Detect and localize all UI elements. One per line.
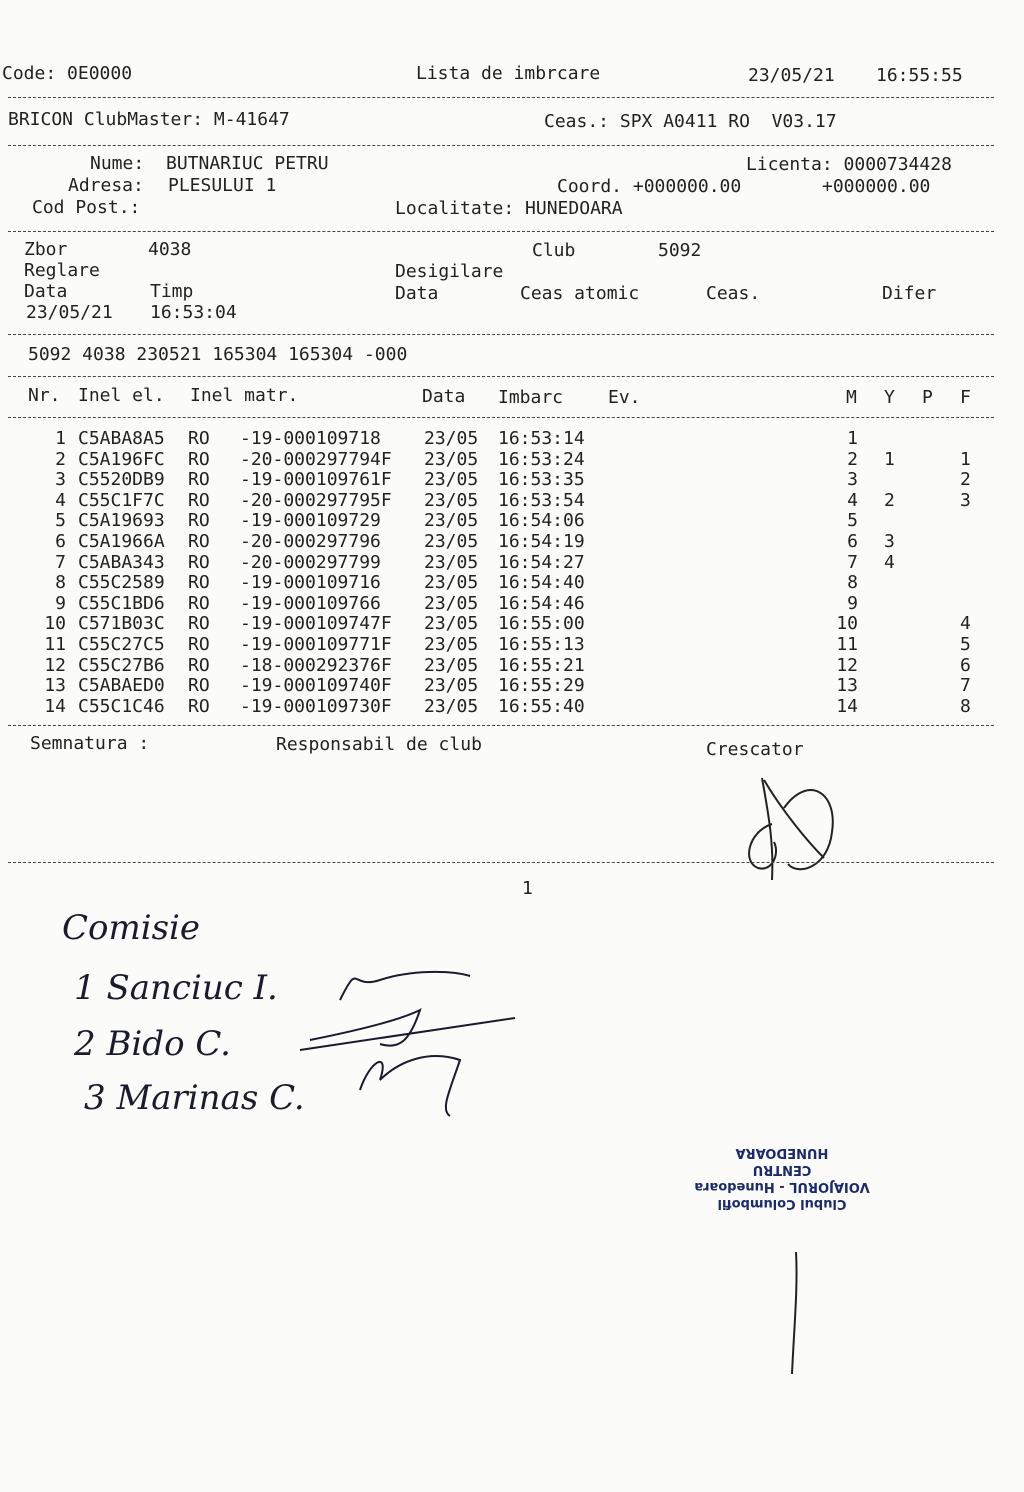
data-label-2: Data — [395, 283, 439, 304]
cell-nr: 12 — [44, 654, 66, 676]
col-f: F — [960, 387, 971, 408]
club-label: Club — [532, 240, 576, 261]
stamp-line-2: VOIAJORUL - Hunedoara — [694, 1179, 870, 1194]
cell-nr: 7 — [55, 551, 66, 573]
adresa-label: Adresa: — [68, 175, 144, 196]
club-stamp — [672, 1144, 892, 1212]
cell-f: 2 — [960, 469, 971, 491]
cell-matr: -19-000109747F — [240, 613, 392, 635]
cell-y: 4 — [884, 551, 895, 573]
cell-y: 1 — [884, 448, 895, 470]
divider — [8, 417, 994, 418]
cell-m: 13 — [836, 675, 858, 697]
reglare-time: 16:53:04 — [150, 302, 237, 323]
divider — [8, 231, 994, 232]
cell-f: 1 — [960, 448, 971, 470]
cell-el: C5A1966A — [78, 531, 165, 552]
cell-m: 6 — [847, 531, 858, 552]
col-imbarc: Imbarc — [498, 387, 564, 408]
cell-el: C55C1BD6 — [78, 592, 165, 614]
cell-f: 8 — [960, 695, 971, 717]
coord2: +000000.00 — [822, 176, 931, 197]
cell-nr: 2 — [55, 448, 66, 470]
table-row — [0, 696, 1024, 717]
reglare-date: 23/05/21 — [26, 302, 113, 323]
col-m: M — [846, 387, 857, 408]
cell-m: 8 — [847, 572, 858, 594]
cell-ro: RO — [188, 448, 210, 470]
document-title: Lista de imbrcare — [416, 63, 601, 84]
cell-time: 16:55:21 — [498, 654, 585, 676]
cell-time: 16:55:29 — [498, 675, 585, 697]
nume-label: Nume: — [90, 153, 145, 174]
cell-matr: -19-000109718 — [240, 428, 381, 449]
cell-ro: RO — [188, 469, 210, 491]
cell-matr: -20-000297794F — [240, 448, 392, 470]
cell-m: 10 — [836, 613, 858, 635]
cell-ro: RO — [188, 551, 210, 573]
crescator-signature — [728, 772, 848, 892]
code-label: Code: 0E0000 — [2, 63, 133, 84]
zbor-value: 4038 — [148, 239, 192, 260]
cell-data: 23/05 — [424, 613, 479, 635]
table-row — [0, 469, 1024, 490]
cell-nr: 14 — [44, 695, 66, 717]
col-data: Data — [422, 386, 466, 407]
cell-el: C5ABAED0 — [78, 675, 165, 697]
cell-m: 14 — [836, 695, 858, 717]
table-row — [0, 634, 1024, 655]
col-ev: Ev. — [608, 387, 641, 408]
cell-matr: -20-000297799 — [240, 551, 381, 573]
code-line: 5092 4038 230521 165304 165304 -000 — [28, 344, 408, 365]
table-row — [0, 449, 1024, 470]
cell-el: C571B03C — [78, 613, 165, 635]
cell-data: 23/05 — [424, 531, 479, 552]
cell-f: 4 — [960, 613, 971, 635]
cell-matr: -19-000109761F — [240, 469, 392, 491]
owner-name: BUTNARIUC PETRU — [166, 153, 329, 174]
cell-ro: RO — [188, 489, 210, 511]
cell-matr: -18-000292376F — [240, 654, 392, 676]
stamp-line-3: CENTRU — [752, 1162, 812, 1177]
cell-ro: RO — [188, 675, 210, 697]
bricon-label: BRICON ClubMaster: M-41647 — [8, 109, 290, 130]
cell-m: 12 — [836, 654, 858, 676]
stamp-line-4: HUNEDOARA — [735, 1145, 829, 1160]
cell-time: 16:54:40 — [498, 572, 585, 594]
cell-ro: RO — [188, 572, 210, 594]
handwritten-comisie: Comisie — [62, 908, 201, 948]
cell-data: 23/05 — [424, 675, 479, 697]
cell-el: C55C27B6 — [78, 654, 165, 676]
cell-matr: -19-000109729 — [240, 510, 381, 532]
cell-time: 16:53:35 — [498, 469, 585, 491]
cell-nr: 3 — [55, 469, 66, 491]
zbor-label: Zbor — [24, 239, 68, 260]
cell-nr: 11 — [44, 634, 66, 655]
cell-nr: 9 — [55, 592, 66, 614]
cell-el: C55C1F7C — [78, 489, 165, 511]
timp-label: Timp — [150, 281, 194, 302]
cell-f: 6 — [960, 654, 971, 676]
semnatura-label: Semnatura : — [30, 733, 150, 754]
reglare-label: Reglare — [24, 260, 100, 281]
print-date: 23/05/21 — [748, 65, 835, 86]
cell-y: 2 — [884, 489, 895, 511]
responsabil-label: Responsabil de club — [276, 734, 482, 755]
page-number: 1 — [522, 878, 533, 899]
cell-el: C5520DB9 — [78, 469, 165, 491]
cell-nr: 5 — [55, 510, 66, 532]
cell-ro: RO — [188, 695, 210, 717]
handwritten-member-1: 1 Sanciuc I. — [74, 968, 278, 1008]
divider — [8, 334, 994, 335]
coord: Coord. +000000.00 — [557, 176, 742, 197]
col-inel-matr: Inel matr. — [190, 385, 299, 406]
cell-matr: -19-000109730F — [240, 695, 392, 717]
table-row — [0, 510, 1024, 531]
cell-time: 16:55:13 — [498, 634, 585, 655]
divider — [8, 725, 994, 726]
cell-data: 23/05 — [424, 448, 479, 470]
table-row — [0, 428, 1024, 449]
table-row — [0, 531, 1024, 552]
commission-signatures — [280, 940, 520, 1130]
cell-m: 9 — [847, 592, 858, 614]
divider — [8, 145, 994, 146]
cell-time: 16:54:19 — [498, 531, 585, 552]
cell-el: C55C1C46 — [78, 695, 165, 717]
cell-data: 23/05 — [424, 489, 479, 511]
crescator-label: Crescator — [706, 739, 804, 760]
table-row — [0, 552, 1024, 573]
cell-time: 16:55:40 — [498, 695, 585, 717]
col-p: P — [922, 387, 933, 408]
cell-data: 23/05 — [424, 695, 479, 717]
data-label: Data — [24, 281, 68, 302]
divider — [8, 376, 994, 377]
cell-time: 16:53:14 — [498, 428, 585, 449]
clock-label: Ceas.: SPX A0411 RO V03.17 — [544, 111, 837, 132]
cell-matr: -19-000109771F — [240, 634, 392, 655]
cell-f: 7 — [960, 675, 971, 697]
cell-nr: 4 — [55, 489, 66, 511]
cod-post-label: Cod Post.: — [32, 197, 141, 218]
cell-ro: RO — [188, 510, 210, 532]
cell-data: 23/05 — [424, 510, 479, 532]
cell-data: 23/05 — [424, 469, 479, 491]
cell-m: 11 — [836, 634, 858, 655]
cell-m: 7 — [847, 551, 858, 573]
cell-matr: -19-000109766 — [240, 592, 381, 614]
cell-ro: RO — [188, 428, 210, 449]
table-row — [0, 613, 1024, 634]
cell-matr: -20-000297796 — [240, 531, 381, 552]
cell-nr: 10 — [44, 613, 66, 635]
cell-el: C5ABA343 — [78, 551, 165, 573]
cell-nr: 13 — [44, 675, 66, 697]
cell-time: 16:53:24 — [498, 448, 585, 470]
club-value: 5092 — [658, 240, 702, 261]
table-row — [0, 675, 1024, 696]
col-nr: Nr. — [28, 385, 61, 406]
cell-f: 5 — [960, 634, 971, 655]
col-y: Y — [884, 387, 895, 408]
cell-y: 3 — [884, 531, 895, 552]
ceas-label: Ceas. — [706, 283, 761, 304]
cell-data: 23/05 — [424, 592, 479, 614]
cell-m: 3 — [847, 469, 858, 491]
table-row — [0, 655, 1024, 676]
cell-el: C5A19693 — [78, 510, 165, 532]
localitate: Localitate: HUNEDOARA — [395, 198, 623, 219]
cell-el: C5A196FC — [78, 448, 165, 470]
desigilare-label: Desigilare — [395, 261, 504, 282]
cell-data: 23/05 — [424, 428, 479, 449]
cell-m: 2 — [847, 448, 858, 470]
divider — [8, 862, 994, 863]
cell-matr: -20-000297795F — [240, 489, 392, 511]
table-row — [0, 572, 1024, 593]
cell-nr: 6 — [55, 531, 66, 552]
cell-time: 16:54:06 — [498, 510, 585, 532]
cell-el: C55C2589 — [78, 572, 165, 594]
cell-f: 3 — [960, 489, 971, 511]
cell-m: 5 — [847, 510, 858, 532]
cell-data: 23/05 — [424, 634, 479, 655]
stamp-line-1: Clubul Columbofil — [717, 1196, 847, 1211]
divider — [8, 97, 994, 98]
cell-ro: RO — [188, 654, 210, 676]
licenta: Licenta: 0000734428 — [746, 154, 952, 175]
stamp-signature — [780, 1248, 810, 1378]
col-inel-el: Inel el. — [78, 385, 165, 406]
cell-time: 16:53:54 — [498, 489, 585, 511]
cell-m: 4 — [847, 489, 858, 511]
table-row — [0, 593, 1024, 614]
ceas-atomic-label: Ceas atomic — [520, 283, 640, 304]
cell-ro: RO — [188, 613, 210, 635]
cell-nr: 1 — [55, 428, 66, 449]
cell-el: C5ABA8A5 — [78, 428, 165, 449]
cell-nr: 8 — [55, 572, 66, 594]
owner-address: PLESULUI 1 — [168, 175, 277, 196]
cell-time: 16:55:00 — [498, 613, 585, 635]
difer-label: Difer — [882, 283, 937, 304]
handwritten-member-2: 2 Bido C. — [74, 1024, 231, 1064]
handwritten-member-3: 3 Marinas C. — [84, 1078, 305, 1118]
cell-ro: RO — [188, 531, 210, 552]
cell-ro: RO — [188, 592, 210, 614]
cell-data: 23/05 — [424, 551, 479, 573]
cell-matr: -19-000109740F — [240, 675, 392, 697]
cell-ro: RO — [188, 634, 210, 655]
print-time: 16:55:55 — [876, 65, 963, 86]
cell-data: 23/05 — [424, 572, 479, 594]
cell-data: 23/05 — [424, 654, 479, 676]
cell-el: C55C27C5 — [78, 634, 165, 655]
cell-time: 16:54:46 — [498, 592, 585, 614]
table-row — [0, 490, 1024, 511]
cell-time: 16:54:27 — [498, 551, 585, 573]
cell-matr: -19-000109716 — [240, 572, 381, 594]
cell-m: 1 — [847, 428, 858, 449]
